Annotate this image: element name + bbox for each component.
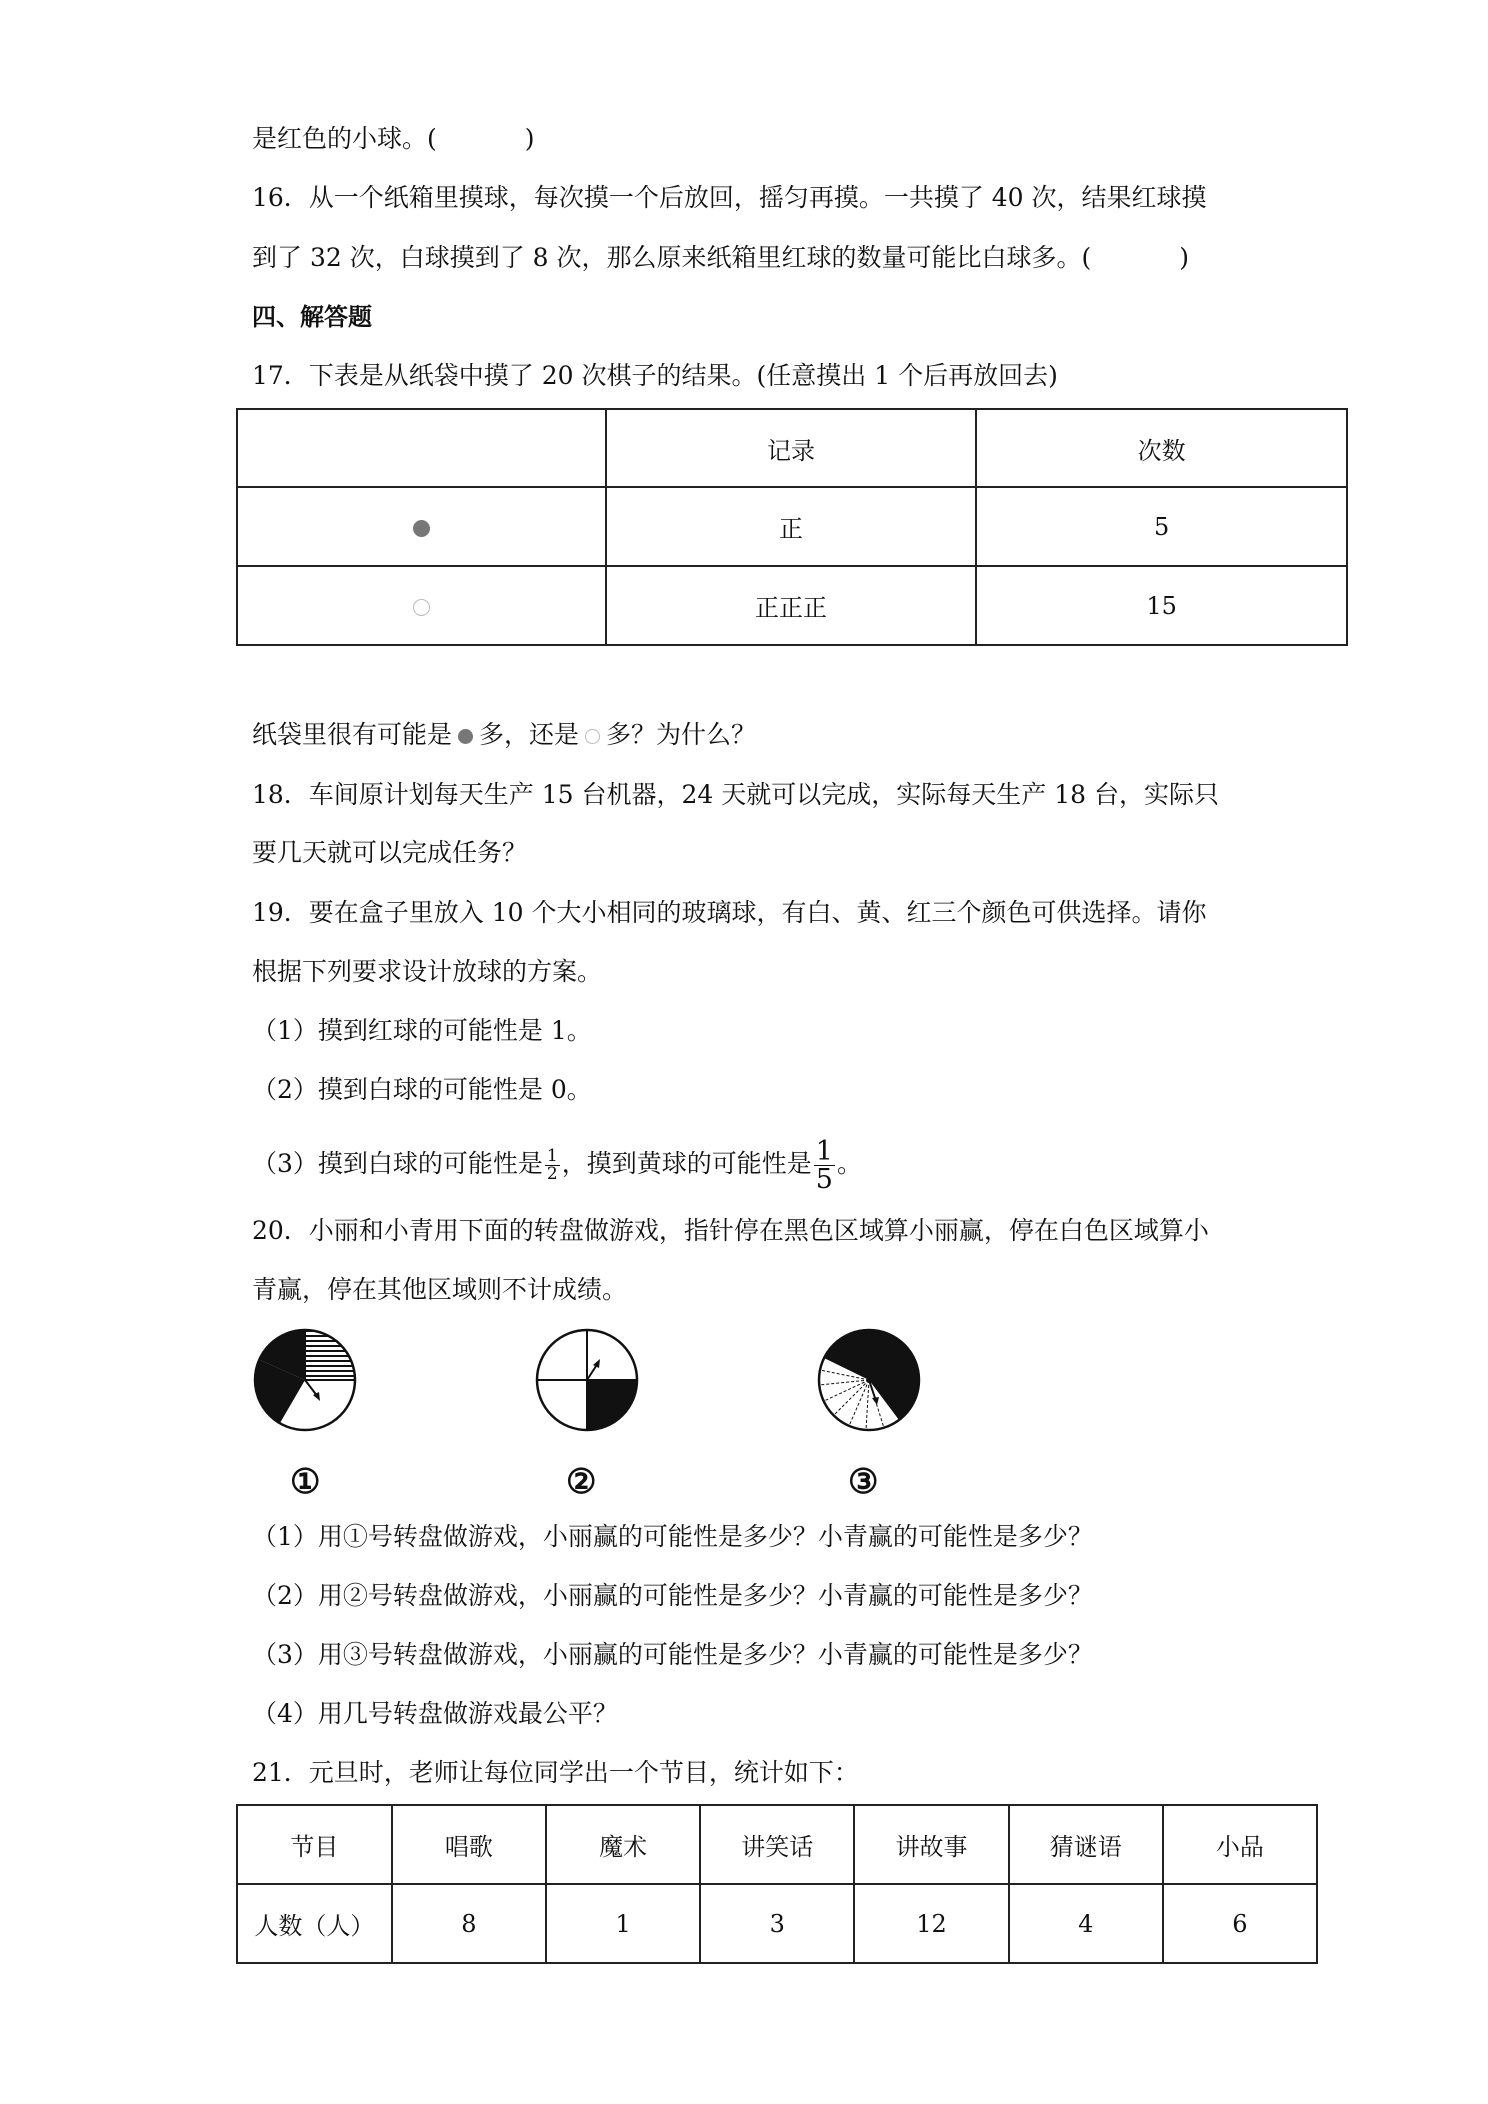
q17-table	[236, 408, 1348, 646]
fraction-denominator: 5	[815, 1164, 833, 1195]
q15-tail	[252, 124, 535, 154]
q21-question: 21．元旦时，老师让每位同学出一个节目，统计如下：	[252, 1758, 859, 1787]
q17-follow-up	[252, 720, 756, 750]
table-cell: 15	[976, 566, 1347, 645]
table-cell: 3	[700, 1884, 854, 1963]
empty-dot-icon	[585, 729, 600, 744]
table-row	[237, 1884, 1317, 1963]
q20-line1: 20．小丽和小青用下面的转盘做游戏，指针停在黑色区域算小丽赢，停在白色区域算小	[252, 1216, 1209, 1245]
q17-question: 17．下表是从纸袋中摸了 20 次棋子的结果。(任意摸出 1 个后再放回去)	[252, 361, 1058, 390]
table-cell	[237, 487, 606, 566]
q19-item3-b: ，摸到黄球的可能性是	[561, 1149, 812, 1178]
spinner-1-label: ①	[290, 1462, 321, 1502]
q16-line2-text: 到了 32 次，白球摸到了 8 次，那么原来纸箱里红球的数量可能比白球多。(	[252, 243, 1092, 272]
table-header-cell: 唱歌	[392, 1805, 546, 1884]
table-header-cell: 猜谜语	[1009, 1805, 1163, 1884]
q15-tail-paren: )	[524, 124, 535, 153]
q16-line2	[252, 243, 1189, 273]
q17-follow-up-b: 多，还是	[479, 720, 580, 749]
q19-item3-a: （3）摸到白球的可能性是	[252, 1149, 543, 1178]
spinner-3-figure	[814, 1325, 924, 1435]
table-header-cell: 节目	[237, 1805, 392, 1884]
spinner-3-label: ③	[848, 1462, 879, 1502]
table-row	[237, 1805, 1317, 1884]
q19-line1: 19．要在盒子里放入 10 个大小相同的玻璃球，有白、黄、红三个颜色可供选择。请你	[252, 898, 1207, 927]
table-cell: 人数（人）	[237, 1884, 392, 1963]
table-cell: 8	[392, 1884, 546, 1963]
q20-item2: （2）用②号转盘做游戏，小丽赢的可能性是多少？小青赢的可能性是多少？	[252, 1581, 1093, 1610]
table-cell: 1	[546, 1884, 700, 1963]
fraction	[545, 1148, 560, 1183]
table-header-cell: 次数	[976, 409, 1347, 487]
fraction-numerator: 1	[546, 1146, 558, 1166]
table-cell: 正正正	[606, 566, 977, 645]
q20-line2: 青赢，停在其他区域则不计成绩。	[252, 1275, 628, 1304]
table-header-cell: 讲故事	[854, 1805, 1008, 1884]
q17-follow-up-a: 纸袋里很有可能是	[252, 720, 453, 749]
q19-item3-c: 。	[836, 1149, 862, 1178]
q16-line2-paren: )	[1179, 243, 1190, 272]
table-cell: 5	[976, 487, 1347, 566]
table-header-cell: 记录	[606, 409, 977, 487]
q20-item1: （1）用①号转盘做游戏，小丽赢的可能性是多少？小青赢的可能性是多少？	[252, 1522, 1093, 1551]
table-row	[237, 566, 1347, 645]
fraction-numerator: 1	[815, 1136, 833, 1167]
q19-line2: 根据下列要求设计放球的方案。	[252, 957, 603, 986]
spinner-2-figure	[532, 1325, 642, 1435]
q18-line1: 18．车间原计划每天生产 15 台机器，24 天就可以完成，实际每天生产 18 台，实际只	[252, 780, 1219, 809]
filled-dot-icon	[458, 729, 473, 744]
table-cell: 4	[1009, 1884, 1163, 1963]
q21-table	[236, 1804, 1318, 1964]
q17-follow-up-c: 多？为什么？	[606, 720, 757, 749]
spinner-1-figure	[250, 1325, 360, 1435]
q15-tail-text: 是红色的小球。(	[252, 124, 437, 153]
q18-line2: 要几天就可以完成任务？	[252, 838, 528, 867]
table-header-cell	[237, 409, 606, 487]
empty-dot-icon	[413, 599, 430, 616]
section-heading: 四、解答题	[252, 303, 372, 331]
table-cell: 6	[1163, 1884, 1317, 1963]
q19-item1: （1）摸到红球的可能性是 1。	[252, 1016, 592, 1045]
fraction	[814, 1138, 835, 1193]
q16-line1: 16．从一个纸箱里摸球，每次摸一个后放回，摇匀再摸。一共摸了 40 次，结果红球摸	[252, 183, 1207, 212]
q20-item4: （4）用几号转盘做游戏最公平？	[252, 1699, 618, 1728]
table-header-cell: 魔术	[546, 1805, 700, 1884]
table-row	[237, 487, 1347, 566]
table-cell: 12	[854, 1884, 1008, 1963]
table-header-cell: 讲笑话	[700, 1805, 854, 1884]
q20-item3: （3）用③号转盘做游戏，小丽赢的可能性是多少？小青赢的可能性是多少？	[252, 1640, 1093, 1669]
table-cell: 正	[606, 487, 977, 566]
table-row	[237, 409, 1347, 487]
table-header-cell: 小品	[1163, 1805, 1317, 1884]
fraction-denominator: 2	[546, 1164, 558, 1184]
table-cell	[237, 566, 606, 645]
q19-item3	[252, 1134, 862, 1194]
spinner-2-label: ②	[566, 1462, 597, 1502]
q19-item2: （2）摸到白球的可能性是 0。	[252, 1075, 592, 1104]
filled-dot-icon	[413, 520, 430, 537]
